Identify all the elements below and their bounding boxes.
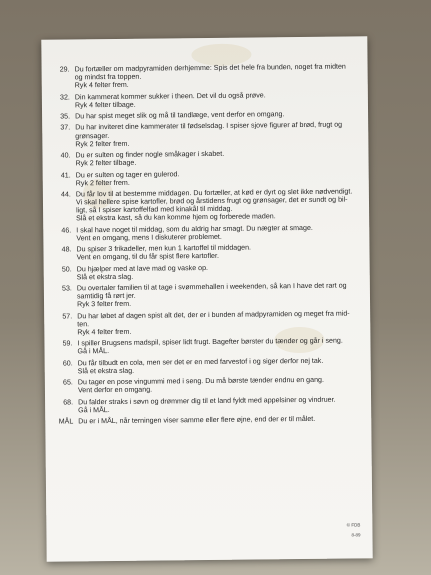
rule-line: Vent en omgang, til du får spist flere kartofler.	[76, 252, 219, 262]
rule-line: Vent en omgang, mens I diskuterer problemet.	[76, 232, 222, 243]
rule-number: 65.	[62, 378, 73, 387]
rule-number: 29.	[59, 65, 70, 74]
rule-text	[75, 148, 364, 167]
rule-text	[76, 187, 365, 222]
rule-line: Du har inviteret dine kammerater til fødselsdag. I spiser sjove figurer af brød, frugt og	[75, 121, 343, 132]
rule-number: 57.	[62, 312, 73, 321]
rule-line: Ryk 2 felter frem.	[75, 139, 130, 149]
rule-text	[75, 62, 364, 89]
rule-number: 41.	[60, 170, 71, 180]
rule-number: 35.	[60, 112, 71, 121]
rule-line: Ryk 2 felter frem.	[75, 178, 130, 187]
rule-line: Slå et ekstra slag.	[77, 366, 135, 376]
print-code: 8-89	[351, 532, 361, 538]
rule-number: 59.	[62, 339, 73, 348]
rule-number: 68.	[63, 398, 74, 407]
rule-line: Du spiser 3 frikadeller, men kun 1 kartoffel til middagen.	[76, 243, 252, 254]
rule-number: 40.	[60, 151, 71, 160]
rule-number: 32.	[59, 93, 70, 102]
rule-item	[46, 90, 364, 110]
rule-line: Ryk 3 felter frem.	[77, 300, 132, 309]
rule-line: Slå et ekstra slag.	[76, 272, 134, 282]
rule-number: 44.	[60, 190, 71, 199]
rule-item	[49, 415, 367, 426]
rule-line: og mindst fra toppen.	[74, 72, 142, 82]
rule-number: 53.	[61, 284, 72, 293]
rule-text	[77, 309, 366, 336]
rule-text	[76, 223, 365, 242]
rule-text	[78, 395, 367, 414]
rule-item	[48, 309, 366, 337]
rule-text	[78, 415, 367, 426]
rule-number: 60.	[62, 359, 73, 368]
rule-item	[49, 395, 367, 415]
rule-line: ligt, så I spiser kartoffelfad med kinakål til middag.	[76, 204, 233, 215]
rule-text	[77, 281, 366, 308]
rule-text	[77, 337, 366, 356]
rule-item	[46, 148, 364, 168]
rule-item	[48, 281, 366, 309]
rule-number: 37.	[60, 123, 71, 132]
rule-line: Slå et ekstra kast, så du kan komme hjem og forberede maden.	[76, 212, 276, 223]
rule-text	[78, 376, 367, 395]
rule-line: I skal have noget til middag, som du aldrig har smagt. Du nægter at smage.	[76, 223, 313, 235]
rule-text	[77, 262, 366, 281]
rule-line: Du falder straks i søvn og drømmer dig til et land fyldt med appelsiner og vindruer.	[78, 395, 336, 407]
rule-line: Gå i MÅL.	[78, 405, 110, 415]
rule-text	[75, 109, 364, 120]
rule-line: Vent derfor en omgang.	[77, 385, 153, 395]
rule-text	[75, 121, 364, 148]
rule-line: Du er sulten og finder nogle småkager i skabet.	[75, 149, 225, 160]
rule-line: Du får tilbudt en cola, men ser det er en med farvestof i og siger derfor nej tak.	[77, 356, 324, 368]
rule-item	[47, 168, 365, 188]
rule-line: Gå i MÅL.	[77, 347, 110, 356]
rule-number: 48.	[61, 245, 72, 254]
rule-item	[48, 337, 366, 357]
rule-item	[46, 62, 364, 90]
rule-item	[46, 121, 364, 149]
rule-line: Du får lov til at bestemme middagen. Du fortæller, at kød er dyrt og slet ikke nødvendigt.	[75, 187, 353, 199]
rule-line: Din kammerat kommer sukker i theen. Det vil du også prøve.	[74, 90, 266, 101]
rule-item	[49, 376, 367, 396]
rule-item	[47, 242, 365, 262]
rule-line: Du er i MÅL, når terningen viser samme eller flere øjne, end der er til målet.	[78, 415, 316, 426]
rule-item	[47, 223, 365, 243]
rule-line: samtidig få rørt jer.	[76, 291, 136, 301]
rule-line: I spiller Brugsens madspil, spiser lidt frugt. Bagefter børster du tænder og går i seng.	[77, 336, 343, 348]
rule-line: Ryk 4 felter frem.	[77, 327, 132, 337]
rule-text	[78, 356, 367, 375]
rule-line: Du fortæller om madpyramiden derhjemme: Spis det hele fra bunden, noget fra midten	[74, 62, 346, 74]
rule-item	[48, 262, 366, 282]
publisher-mark: © FDB	[346, 522, 361, 528]
rule-line: Ryk 2 felter tilbage.	[75, 158, 137, 168]
rule-number: MÅL	[58, 417, 74, 426]
rule-line: Du har spist meget slik og må til tandlæge, vent derfor en omgang.	[75, 110, 285, 121]
rule-line: Vi skal hellere spise kartofler, brød og årstidens frugt og grønsager, det er sundt og bil-	[75, 195, 348, 207]
instruction-sheet	[41, 36, 372, 561]
rule-number: 50.	[61, 265, 72, 274]
rule-number: 46.	[61, 226, 72, 235]
rule-item	[47, 187, 365, 223]
rule-line: Du overtaler familien til at tage i svømmehallen i weekenden, så kan I have det rart og	[76, 281, 347, 293]
rule-item	[46, 109, 364, 120]
rule-line: Du tager en pose vingummi med i seng. Du må børste tænder endnu en gang.	[77, 376, 324, 387]
rule-line: Du har løbet af dagen spist alt det, der er i bunden af madpyramiden og meget fra mid-	[77, 309, 350, 321]
rule-line: grønsager.	[75, 131, 110, 140]
rule-line: Ryk 4 felter tilbage.	[74, 100, 136, 110]
rule-text	[76, 168, 365, 187]
rule-line: ten.	[77, 320, 90, 329]
rule-text	[76, 242, 365, 261]
rule-line: Du er sulten og tager en gulerod.	[75, 169, 180, 179]
rules-list	[46, 62, 368, 429]
rule-item	[49, 356, 367, 376]
rule-line: Du hjælper med at lave mad og vaske op.	[76, 263, 209, 274]
rule-text	[75, 90, 364, 109]
rule-line: Ryk 4 felter frem.	[74, 80, 129, 90]
